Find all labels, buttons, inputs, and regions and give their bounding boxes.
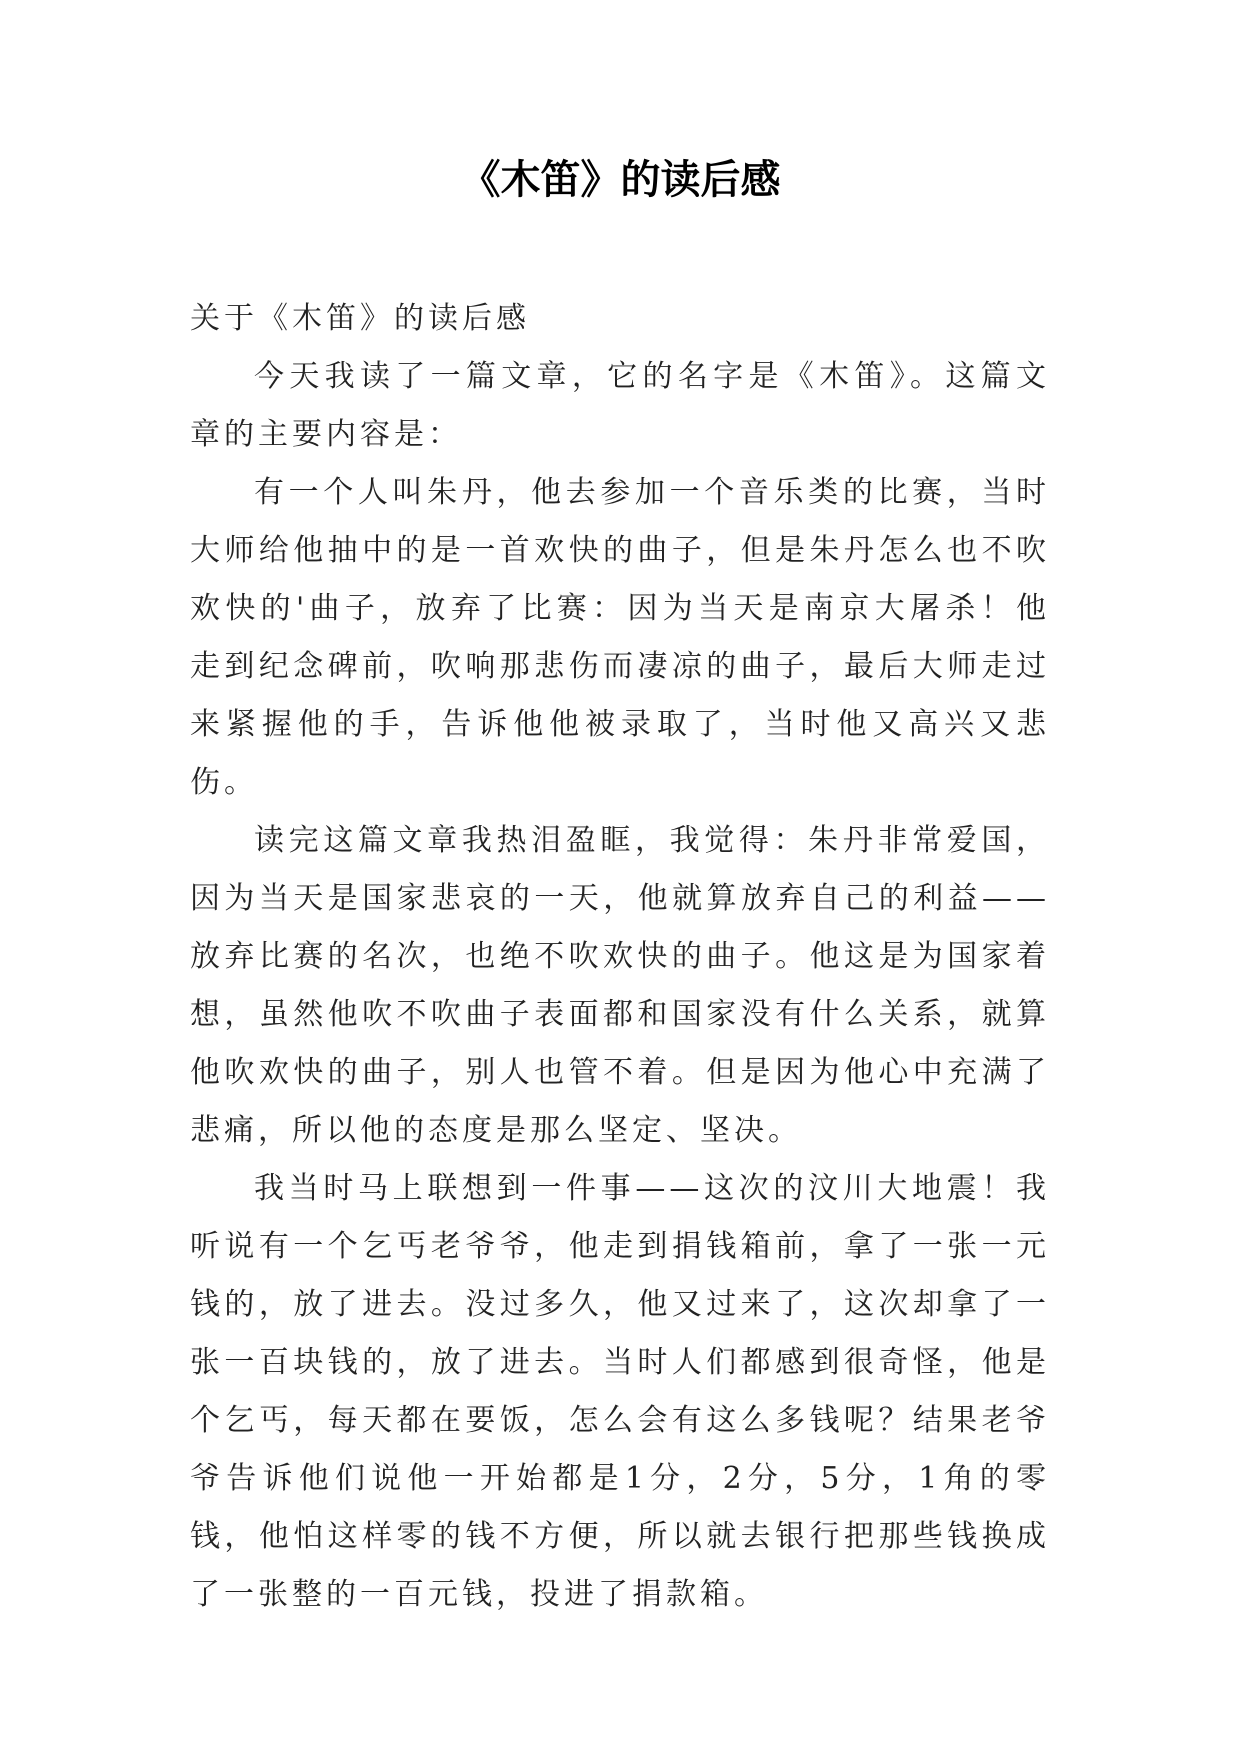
- document-body: [190, 290, 1050, 1624]
- paragraph-reflection: 读完这篇文章我热泪盈眶，我觉得：朱丹非常爱国，因为当天是国家悲哀的一天，他就算放弃自己的利益——放弃比赛的名次，也绝不吹欢快的曲子。他这是为国家着想，虽然他吹不吹曲子表面都和国家没有什么关系，就算他吹欢快的曲子，别人也管不着。但是因为他心中充满了悲痛，所以他的态度是那么坚定、坚决。: [190, 823, 1050, 1148]
- paragraph-story-summary: 有一个人叫朱丹，他去参加一个音乐类的比赛，当时大师给他抽中的是一首欢快的曲子，但是朱丹怎么也不吹欢快的'曲子，放弃了比赛：因为当天是南京大屠杀！他走到纪念碑前，吹响那悲伤而凄凉的曲子，最后大师走过来紧握他的手，告诉他他被录取了，当时他又高兴又悲伤。: [190, 475, 1050, 800]
- document-title: 《木笛》的读后感: [460, 157, 781, 203]
- paragraph-earthquake-story: 我当时马上联想到一件事——这次的汶川大地震！我听说有一个乞丐老爷爷，他走到捐钱箱前，拿了一张一元钱的，放了进去。没过多久，他又过来了，这次却拿了一张一百块钱的，放了进去。当时人们都感到很奇怪，他是个乞丐，每天都在要饭，怎么会有这么多钱呢？结果老爷爷告诉他们说他一开始都是1分，2分，5分，1角的零钱，他怕这样零的钱不方便，所以就去银行把那些钱换成了一张整的一百元钱，投进了捐款箱。: [190, 1171, 1050, 1612]
- paragraph-intro: 今天我读了一篇文章，它的名字是《木笛》。这篇文章的主要内容是：: [190, 359, 1050, 452]
- document-subtitle: 关于《木笛》的读后感: [190, 301, 530, 336]
